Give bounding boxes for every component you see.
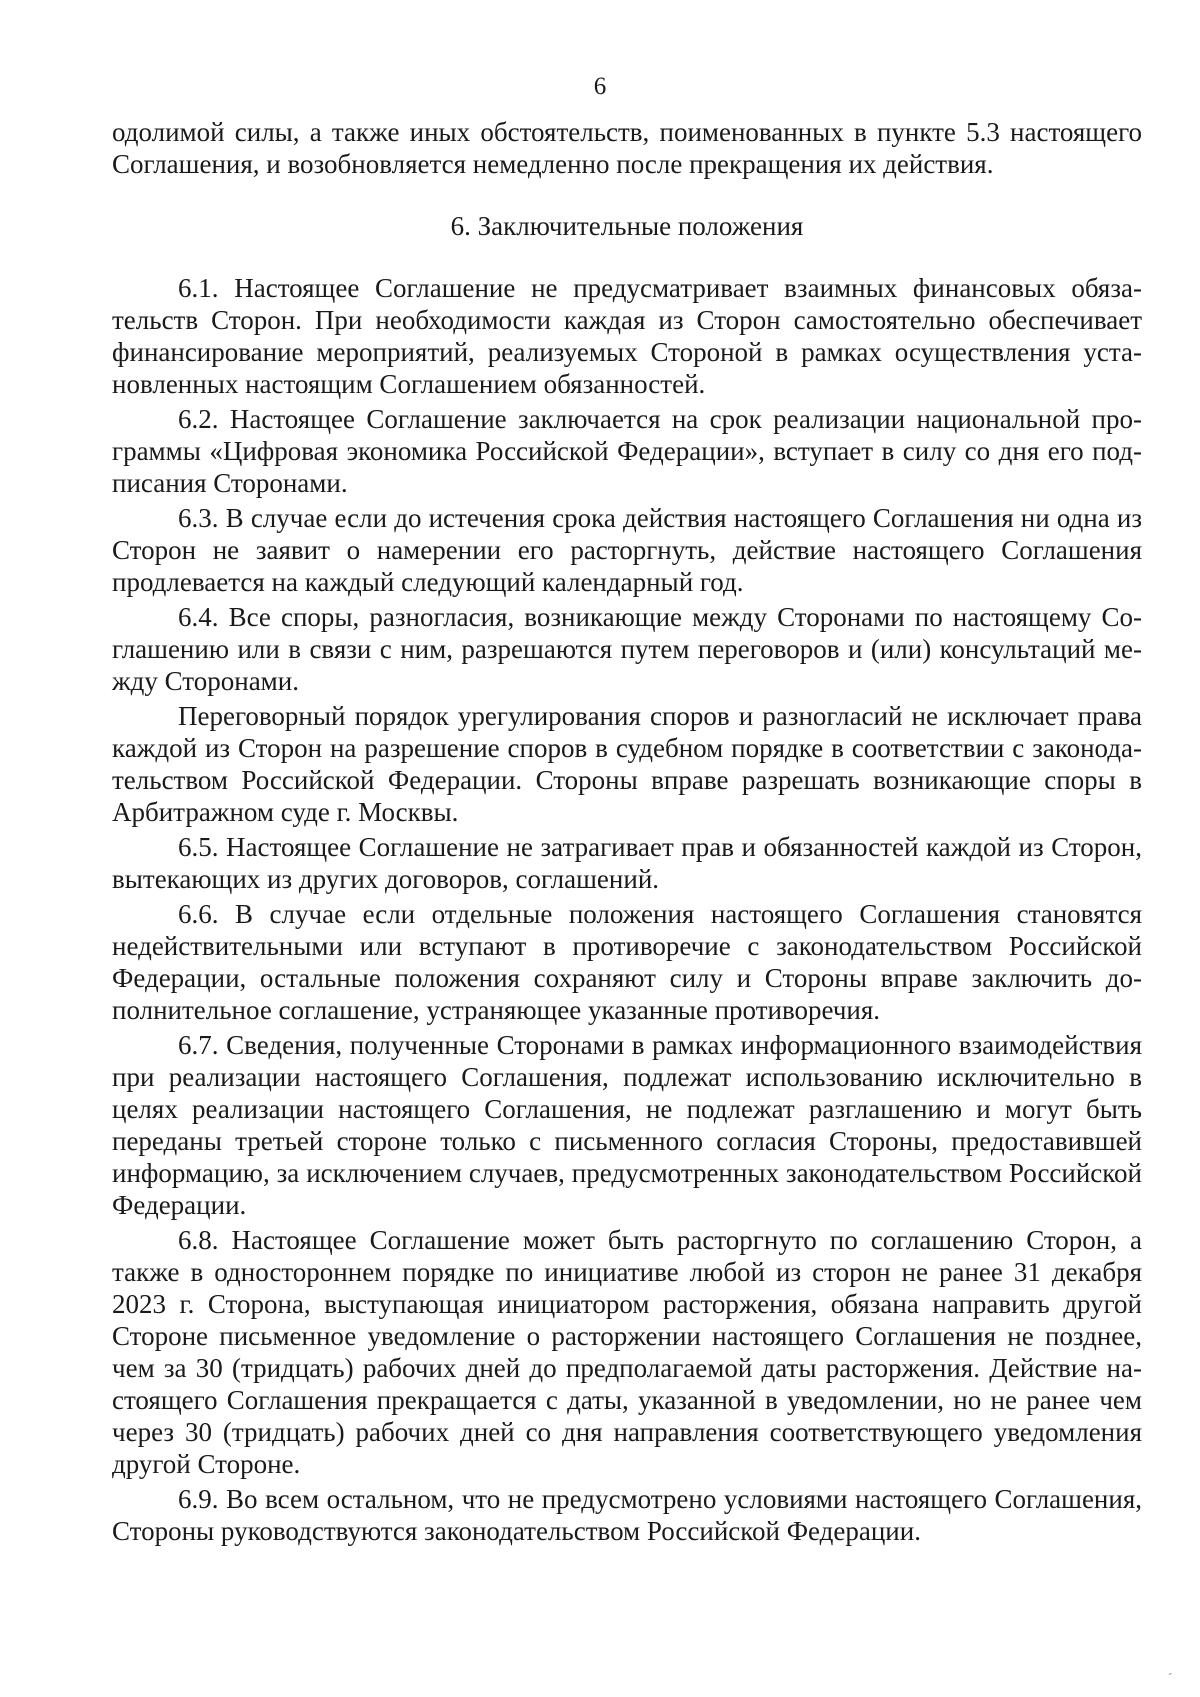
clause-6-1: 6.1. Настоящее Соглашение не предусматривает взаимных финансовых обязательств Сторон. При необходимости каждая из Сторон самостоятельно обеспечивает финансирование мероприятий, реализуемых Стороной в рамках осуществления установленных настоящим Соглашением обязанностей.: [112, 273, 1142, 399]
clause-6-3: 6.3. В случае если до истечения срока действия настоящего Соглашения ни одна из Сторон не заявит о намерении его расторгнуть, действие настоящего Соглашения продлевается на каждый следующий календарный год.: [112, 503, 1142, 597]
page-number: 6: [593, 73, 607, 100]
clause-6-7: 6.7. Сведения, полученные Сторонами в рамках информационного взаимодействия при реализации настоящего Соглашения, подлежат использованию исключительно в целях реализации настоящего Соглашения, не подлежат разглашению и могут быть переданы третьей стороне только с письменного согласия Стороны, предоставившей информацию, за исключением случаев, предусмотренных законодательством Российской Федерации.: [112, 1030, 1142, 1220]
clause-6-2: 6.2. Настоящее Соглашение заключается на срок реализации национальной программы «Цифровая экономика Российской Федерации», вступает в силу со дня его подписания Сторонами.: [112, 404, 1142, 498]
clause-6-4: 6.4. Все споры, разногласия, возникающие между Сторонами по настоящему Соглашению или в связи с ним, разрешаются путем переговоров и (или) консультаций между Сторонами.: [112, 602, 1142, 696]
clause-6-8: 6.8. Настоящее Соглашение может быть расторгнуто по соглашению Сторон, а также в одностороннем порядке по инициативе любой из сторон не ранее 31 декабря 2023 г. Сторона, выступающая инициатором расторжения, обязана направить другой Стороне письменное уведомление о расторжении настоящего Соглашения не позднее, чем за 30 (тридцать) рабочих дней до предполагаемой даты расторжения. Действие настоящего Соглашения прекращается с даты, указанной в уведомлении, но не ранее чем через 30 (тридцать) рабочих дней со дня направления соответствующего уведомления другой Стороне.: [112, 1225, 1142, 1479]
clause-6-5: 6.5. Настоящее Соглашение не затрагивает прав и обязанностей каждой из Сторон, вытекающих из других договоров, соглашений.: [112, 832, 1142, 894]
document-body: [112, 116, 1142, 1547]
scan-edge-mark: `: [1167, 1670, 1183, 1683]
clause-6-6: 6.6. В случае если отдельные положения настоящего Соглашения становятся недействительными или вступают в противоречие с законодательством Российской Федерации, остальные положения сохраняют силу и Стороны вправе заключить дополнительное соглашение, устраняющее указанные противоречия.: [112, 899, 1142, 1025]
clause-6-4-continuation: Переговорный порядок урегулирования споров и разногласий не исключает права каждой из Сторон на разрешение споров в судебном порядке в соответствии с законодательством Российской Федерации. Стороны вправе разрешать возникающие споры в Арбитражном суде г. Москвы.: [112, 701, 1142, 827]
continued-paragraph: одолимой силы, а также иных обстоятельств, поименованных в пункте 5.3 настоящего Соглашения, и возобновляется немедленно после прекращения их действия.: [112, 117, 1142, 179]
section-heading: 6. Заключительные положения: [450, 211, 804, 241]
clause-6-9: 6.9. Во всем остальном, что не предусмотрено условиями настоящего Соглашения, Стороны руководствуются законодательством Российской Федерации.: [112, 1484, 1142, 1546]
